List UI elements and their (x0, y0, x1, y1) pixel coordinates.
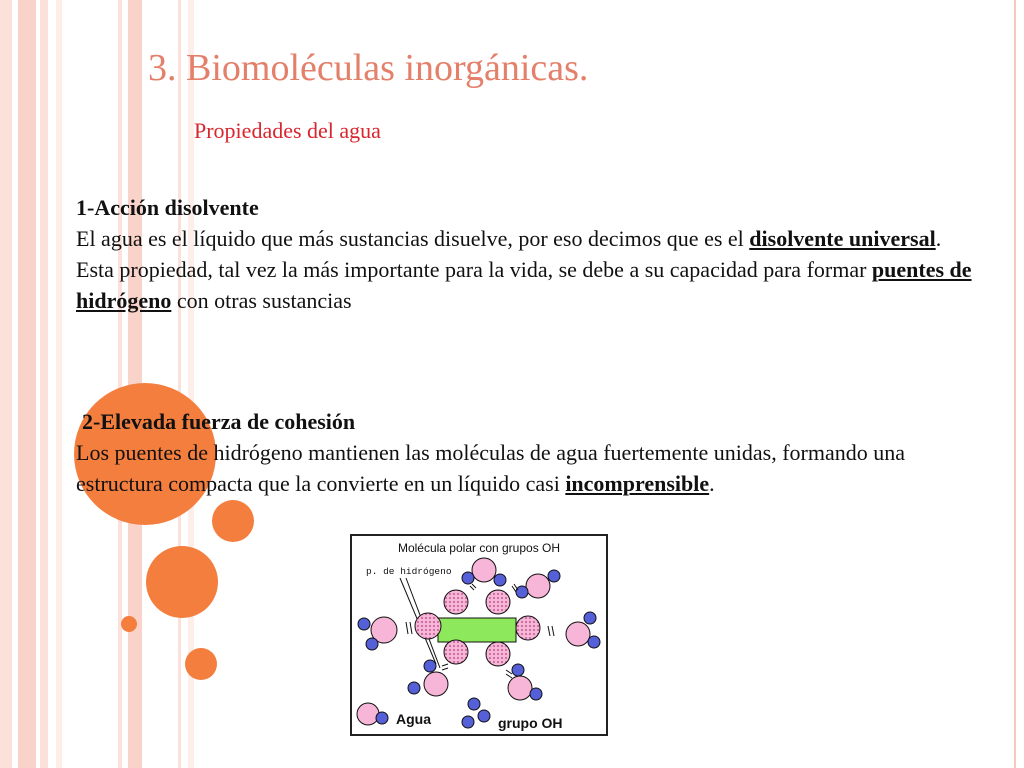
polar-center (438, 618, 516, 642)
decor-circle-small-b (185, 648, 217, 680)
section2-text-a: Los puentes de hidrógeno mantienen las moléculas de agua fuertemente unidas, formando una estructura compacta que la convierte en un líquido casi (76, 440, 906, 496)
figure-title: Molécula polar con grupos OH (397, 541, 561, 555)
section2-text-b: . (709, 471, 715, 496)
water-molecules (357, 558, 600, 728)
right-border-line (1014, 0, 1016, 768)
left-stripe-3 (40, 0, 48, 768)
section2-heading: 2-Elevada fuerza de cohesión (82, 409, 356, 434)
left-stripe-4 (56, 0, 62, 768)
decor-circle-small-a (212, 500, 254, 542)
section1-heading: 1-Acción disolvente (76, 195, 259, 220)
left-stripe-5 (118, 0, 122, 768)
term-disolvente-universal: disolvente universal (749, 226, 936, 251)
section1-paragraph (76, 223, 976, 316)
water-molecule-figure (350, 534, 608, 736)
term-incomprensible: incomprensible (565, 471, 710, 496)
section-fuerza-cohesion (76, 406, 976, 499)
legend-water: Agua (396, 711, 431, 727)
section1-text-a: El agua es el líquido que más sustancias disuelve, por eso decimos que es el (76, 226, 750, 251)
section2-paragraph (76, 437, 976, 499)
page-subtitle: Propiedades del agua (194, 118, 381, 143)
molecule-diagram (352, 536, 606, 734)
section1-text-c: con otras sustancias (171, 288, 352, 313)
section-accion-disolvente (76, 192, 976, 316)
left-stripe-1 (0, 0, 12, 768)
decor-circle-tiny (121, 616, 137, 632)
decor-circle-medium (146, 546, 218, 618)
section1-text-b: . Esta propiedad, tal vez la más importante para la vida, se debe a su capacidad para formar (76, 226, 942, 282)
legend-oh-group: grupo OH (498, 715, 563, 731)
left-stripe-2 (18, 0, 36, 768)
term-puentes-de-hidrogeno: puentes de hidrógeno (76, 257, 972, 313)
bond-label: p. de hidrógeno (366, 566, 452, 577)
page-title: 3. Biomoléculas inorgánicas. (148, 47, 589, 89)
left-stripe-7 (178, 0, 181, 768)
